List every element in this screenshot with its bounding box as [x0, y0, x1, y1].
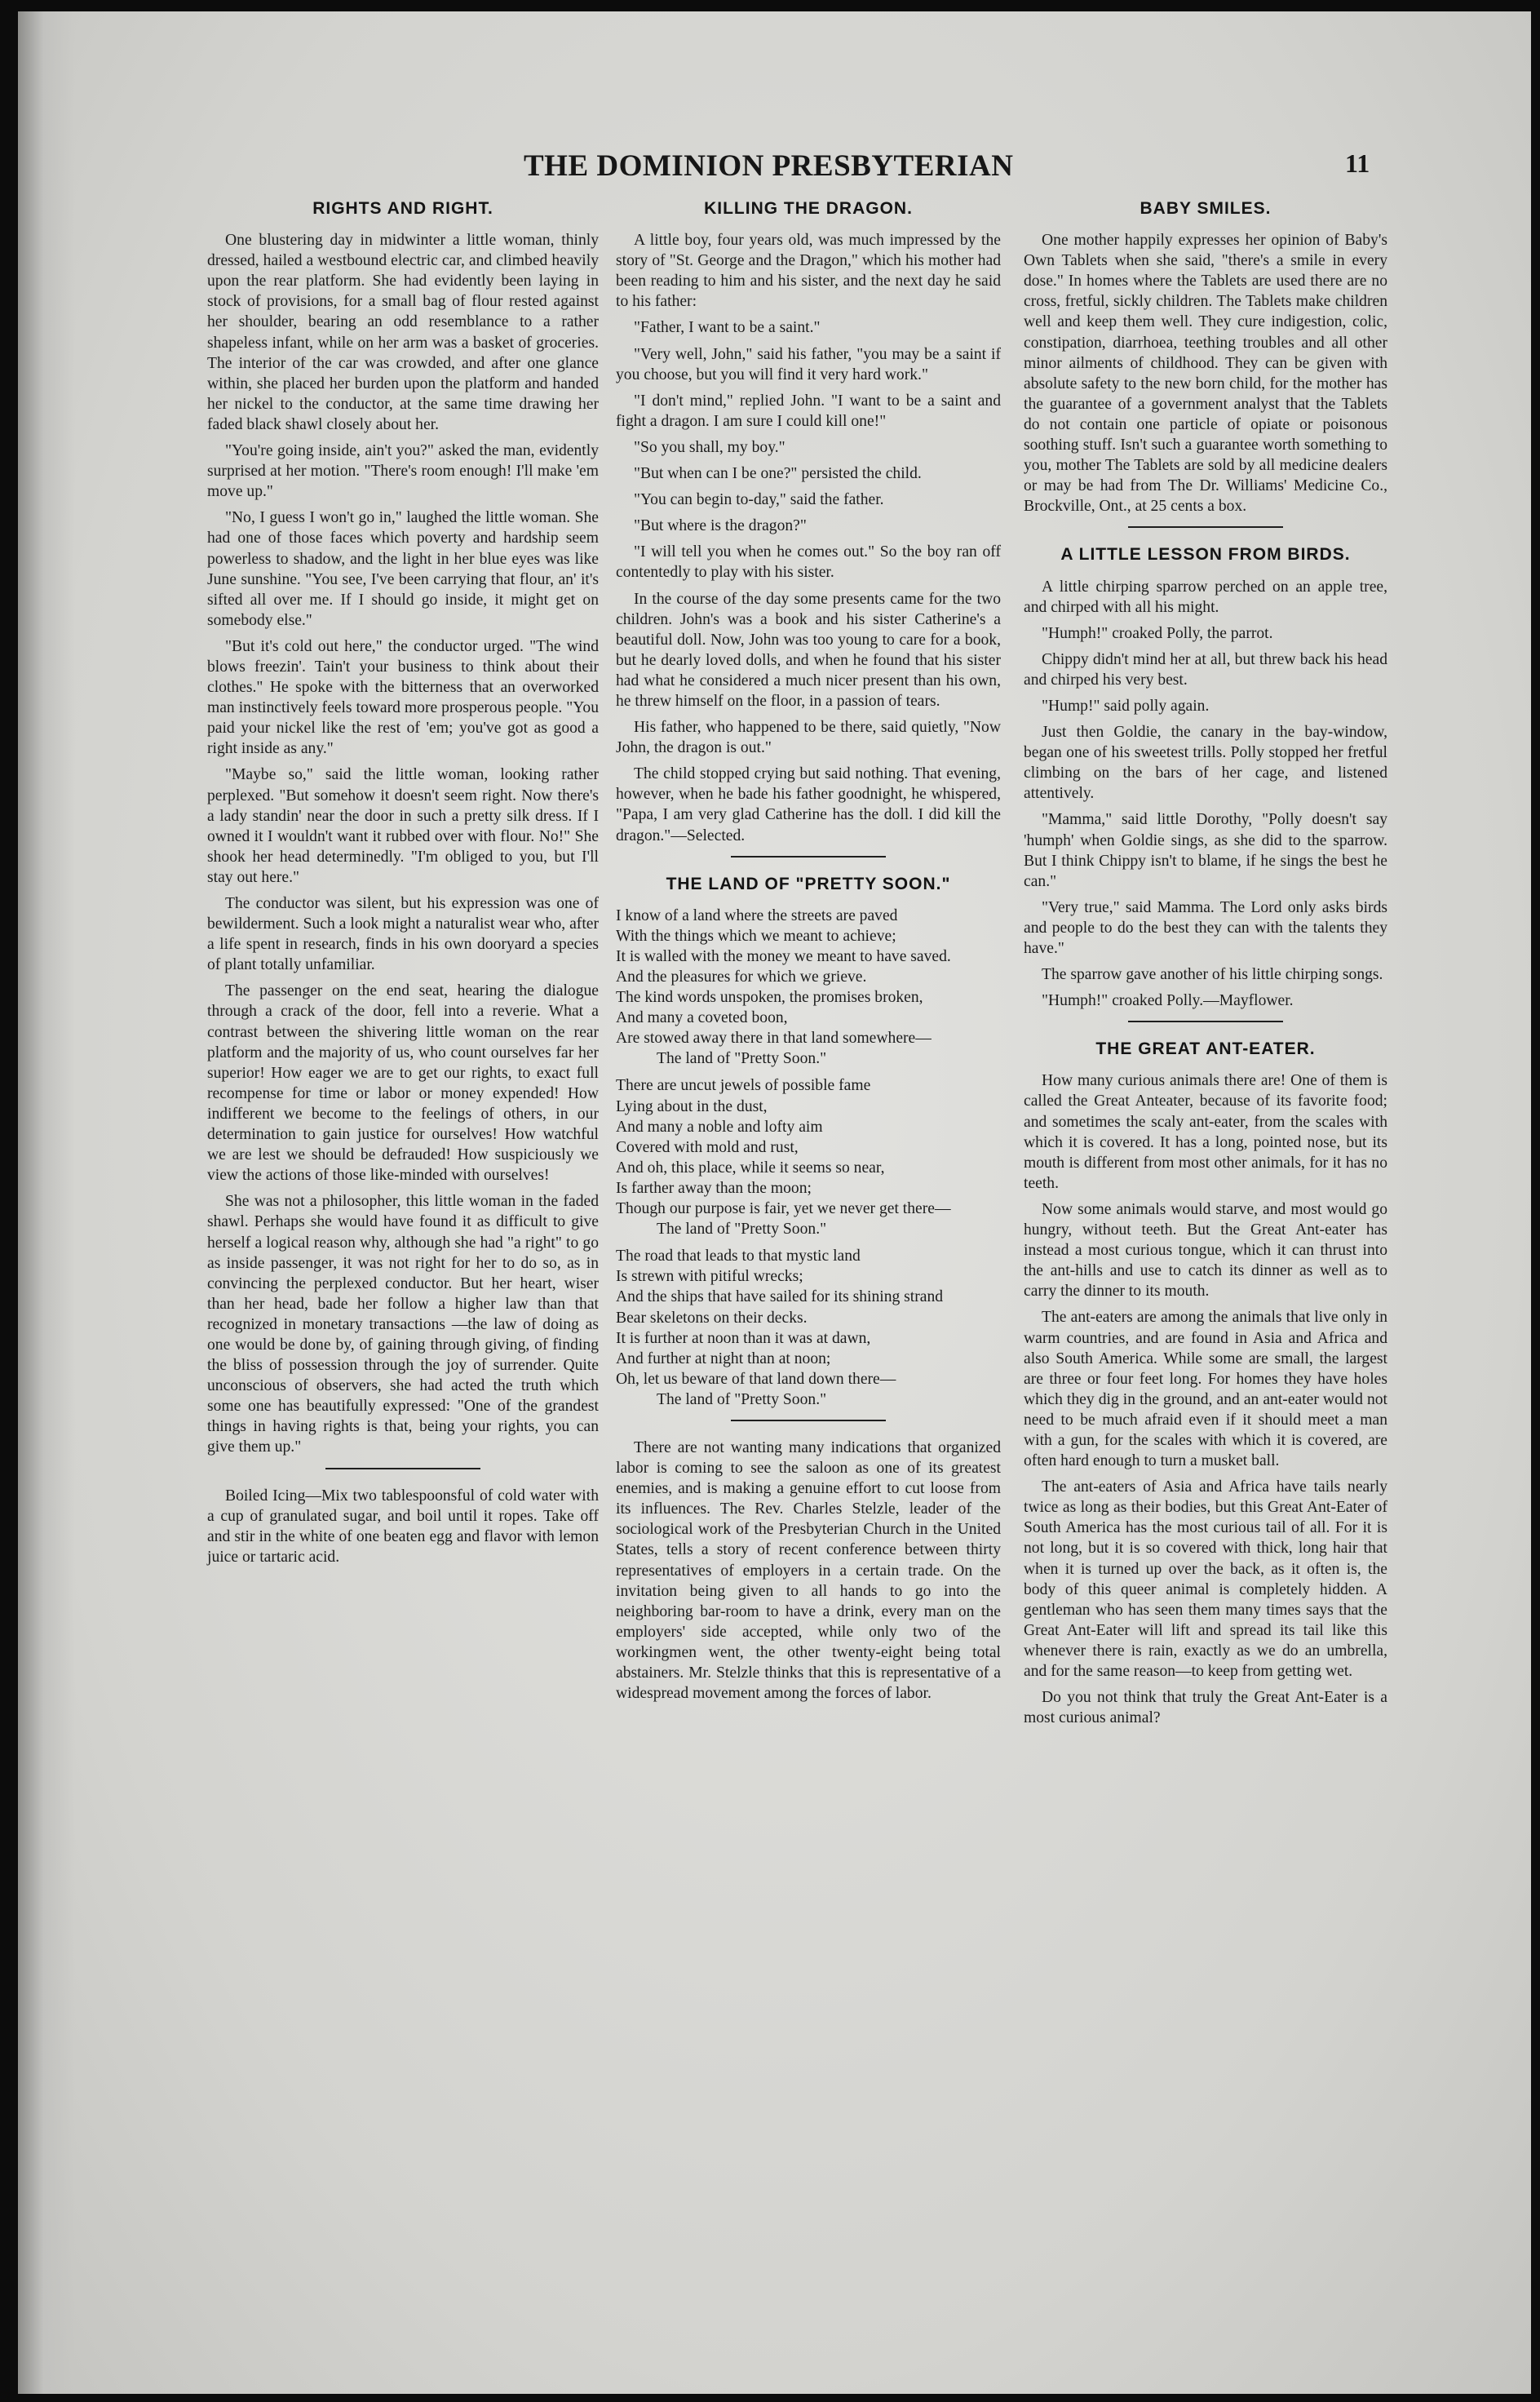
poem-line: Is strewn with pitiful wrecks; — [616, 1268, 803, 1286]
article-paragraph: "Very well, John," said his father, "you may be a saint if you choose, but you will find it very hard work." — [616, 345, 1001, 383]
poem-refrain: The land of "Pretty Soon." — [657, 1221, 827, 1239]
poem-line: And many a coveted boon, — [616, 1009, 788, 1027]
article-paragraph: The passenger on the end seat, hearing the dialogue through a crack of the door, fell into a reverie. What a contrast between the shivering little woman on the rear platform and the majority of us, who count ourselves far her superior! How eager we are to get our rights, to exact full recompense for time or labor or money expended! How indifferent we become to the feelings of others, in our determination to gain justice for ourselves! How watchful we are lest we should be defrauded! How suspiciously we view the actions of those like-minded with ourselves! — [207, 982, 599, 1185]
section-divider — [325, 1468, 480, 1469]
heading-killing-the-dragon: KILLING THE DRAGON. — [704, 199, 913, 218]
heading-lesson-from-birds: A LITTLE LESSON FROM BIRDS. — [1060, 545, 1351, 565]
section-divider — [731, 856, 886, 858]
heading-rights-and-right: RIGHTS AND RIGHT. — [312, 199, 493, 218]
heading-baby-smiles: BABY SMILES. — [1140, 199, 1272, 218]
poem-line: Is farther away than the moon; — [616, 1179, 812, 1197]
page-number: 11 — [1345, 148, 1370, 178]
article-paragraph: How many curious animals there are! One of them is called the Great Anteater, because of its favorite food; and sometimes the scaly ant-eater, from the scales with which it is covered. It has a long, pointed nose, but its mouth is different from most other animals, for it has no teeth. — [1024, 1072, 1387, 1192]
poem-line: And the ships that have sailed for its shining strand — [616, 1288, 944, 1306]
newspaper-page — [18, 11, 1531, 2394]
poem-line: Are stowed away there in that land somewhere— — [616, 1030, 932, 1048]
column-left — [207, 195, 599, 1573]
column-middle — [616, 195, 1001, 1709]
baby-smiles-article: One mother happily expresses her opinion of Baby's Own Tablets when she said, "there's a smile in every dose." In homes where the Tablets are used there are no cross, fretful, sickly children. The Tablets make children well and keep them well. They cure indigestion, colic, constipation, diarrhoea, teething troubles and all other minor ailments of childhood. They can be given with absolute safety to the new born child, for the mother has the guarantee of a government analyst that the Tablets do not contain one particle of opiate or poisonous soothing stuff. Isn't such a guarantee worth something to you, mother The Tablets are sold by all medicine dealers or may be had from The Dr. Williams' Medicine Co., Brockville, Ont., at 25 cents a box. — [1024, 232, 1387, 516]
article-paragraph: "No, I guess I won't go in," laughed the little woman. She had one of those faces which poverty and hardship seem powerless to shadow, and the light in her blue eyes was like June sunshine. "You see, I've been carrying that flour, an' it's sifted all over me. If I should go inside, it might get on somebody else." — [207, 509, 599, 629]
article-paragraph: "I will tell you when he comes out." So the boy ran off contentedly to play with his sister. — [616, 543, 1001, 582]
article-paragraph: "But where is the dragon?" — [634, 517, 807, 535]
article-paragraph: The child stopped crying but said nothing. That evening, however, when he bade his father goodnight, he whispered, "Papa, I am very glad Catherine has the doll. I did kill the dragon."—Selected. — [616, 765, 1001, 844]
article-paragraph: The sparrow gave another of his little chirping songs. — [1042, 966, 1383, 984]
article-paragraph: Do you not think that truly the Great Ant-Eater is a most curious animal? — [1024, 1689, 1387, 1727]
column-right — [1024, 195, 1387, 1734]
article-paragraph: "Hump!" said polly again. — [1042, 697, 1210, 715]
poem-line: And further at night than at noon; — [616, 1349, 831, 1367]
heading-land-of-pretty-soon: THE LAND OF "PRETTY SOON." — [666, 874, 951, 893]
poem-line: It is walled with the money we meant to have saved. — [616, 947, 951, 965]
poem-line: With the things which we meant to achieve; — [616, 927, 896, 945]
masthead-title: THE DOMINION PRESBYTERIAN — [524, 149, 1014, 183]
poem-line: It is further at noon than it was at dawn, — [616, 1329, 871, 1347]
article-paragraph: The ant-eaters of Asia and Africa have tails nearly twice as long as their bodies, but this Great Ant-Eater of South America has the most curious tail of all. For it is not long, but it is so covered with thick, long hair that when it is turned up over the back, as it often is, the body of this queer animal is completely hidden. A gentleman who has seen them many times says that the Great Ant-Eater will lift and spread its tail like this whenever there is rain, exactly as we do an umbrella, and for the same reason—to keep from getting wet. — [1024, 1478, 1387, 1680]
poem-line: Lying about in the dust, — [616, 1097, 768, 1115]
poem-line: Covered with mold and rust, — [616, 1138, 799, 1156]
article-paragraph: "I don't mind," replied John. "I want to be a saint and fight a dragon. I am sure I could kill one!" — [616, 392, 1001, 430]
labor-saloon-article: There are not wanting many indications that organized labor is coming to see the saloon as one of its greatest enemies, and is making a genuine effort to cut loose from its influences. The Rev. Charles Stelzle, leader of the sociological work of the Presbyterian Church in the United States, tells a story of recent conference between thirty representatives of employers in a certain trade. On the invitation being given to all hands to go into the neighboring bar-room to have a drink, every man on the employers' side accepted, while only two of the workingmen went, the other twenty-eight being total abstainers. Mr. Stelzle thinks that this is representative of a widespread movement among the forces of labor. — [616, 1438, 1001, 1703]
poem-line: The kind words unspoken, the promises broken, — [616, 989, 923, 1007]
article-paragraph: The conductor was silent, but his expression was one of bewilderment. Such a look might a naturalist wear who, after a life spent in research, finds in his own dooryard a species of plant totally unfamiliar. — [207, 895, 599, 974]
article-paragraph: "But when can I be one?" persisted the child. — [634, 465, 922, 483]
article-paragraph: "Very true," said Mamma. The Lord only asks birds and people to do the best they can with the talents they have." — [1024, 898, 1387, 957]
poem-line: And oh, this place, while it seems so near, — [616, 1159, 885, 1177]
article-paragraph: "Father, I want to be a saint." — [634, 319, 821, 337]
article-paragraph: The ant-eaters are among the animals that live only in warm countries, and are found in Asia and Africa and also South America. While some are small, the largest are three or four feet long. For homes they have holes which they dig in the ground, and an ant-eater would not need to be much afraid even if it should meet a man with a gun, for the scales with which it is covered, are often hard enough to turn a musket ball. — [1024, 1309, 1387, 1470]
article-paragraph: A little boy, four years old, was much impressed by the story of "St. George and the Dragon," which his mother had been reading to him and his sister, and the next day he said to his father: — [616, 232, 1001, 311]
article-paragraph: "But it's cold out here," the conductor urged. "The wind blows freezin'. Tain't your business to think about their clothes." He spoke with the bitterness that an overworked man instinctively feels toward more prosperous people. "You paid your nickel like the rest of 'em; you've got as good a right inside as any." — [207, 637, 599, 758]
poem-line: Oh, let us beware of that land down there— — [616, 1370, 896, 1388]
page-edge-shadow — [18, 11, 75, 2394]
poem-line: The road that leads to that mystic land — [616, 1248, 861, 1265]
article-paragraph: "Mamma," said little Dorothy, "Polly doesn't say 'humph' when Goldie sings, as she did to the sparrow. But I think Chippy isn't to blame, if he sings the best he can." — [1024, 811, 1387, 890]
section-divider — [731, 1420, 886, 1421]
section-divider — [1128, 1021, 1283, 1022]
poem-line: Bear skeletons on their decks. — [616, 1309, 808, 1327]
poem-line: There are uncut jewels of possible fame — [616, 1077, 871, 1095]
article-paragraph: "You're going inside, ain't you?" asked the man, evidently surprised at her motion. "There's room enough! I'll make 'em move up." — [207, 442, 599, 501]
article-paragraph: A little chirping sparrow perched on an apple tree, and chirped with all his might. — [1024, 578, 1387, 616]
article-paragraph: She was not a philosopher, this little woman in the faded shawl. Perhaps she would have found it as difficult to give herself a logical reason why, although she had "a right" to go as inside passenger, it was not right for her to do so, as in convincing the perplexed conductor. But her heart, wiser than her head, bade her follow a higher law than that recognized in monetary transactions —the law of doing as one would be done by, of gaining through giving, of finding the bliss of possession through the joy of surrender. Quite unconscious of observers, she had acted the truth which some one has beautifully expressed: "One of the grandest things in having rights is that, being your rights, you can give them up." — [207, 1193, 599, 1456]
article-paragraph: "So you shall, my boy." — [634, 438, 785, 456]
heading-great-ant-eater: THE GREAT ANT-EATER. — [1095, 1039, 1316, 1059]
article-paragraph: "You can begin to-day," said the father. — [634, 491, 884, 509]
boiled-icing-recipe: Boiled Icing—Mix two tablespoonsful of cold water with a cup of granulated sugar, and boil until it ropes. Take off and stir in the white of one beaten egg and flavor with lemon juice or tartaric acid. — [207, 1487, 599, 1566]
poem-line: And many a noble and lofty aim — [616, 1118, 823, 1136]
poem-line: Though our purpose is fair, yet we never get there— — [616, 1200, 951, 1218]
poem-pretty-soon — [616, 906, 1001, 1410]
poem-line: And the pleasures for which we grieve. — [616, 968, 867, 986]
article-paragraph: "Maybe so," said the little woman, looking rather perplexed. "But somehow it doesn't seem right. Now there's a lady standin' near the door in such a pretty silk dress. If I owned it I wouldn't want it rubbed over with flour. No!" She shook her head determinedly. "I'm obliged to you, but I'll stay out here." — [207, 766, 599, 886]
poem-refrain: The land of "Pretty Soon." — [657, 1390, 827, 1408]
article-paragraph: "Humph!" croaked Polly, the parrot. — [1042, 624, 1273, 642]
article-paragraph: Chippy didn't mind her at all, but threw back his head and chirped his very best. — [1024, 650, 1387, 689]
section-divider — [1128, 526, 1283, 528]
article-paragraph: Just then Goldie, the canary in the bay-window, began one of his sweetest trills. Polly stopped her fretful climbing on the bars of her cage, and listened attentively. — [1024, 724, 1387, 803]
poem-line: I know of a land where the streets are paved — [616, 906, 898, 924]
article-paragraph: "Humph!" croaked Polly.—Mayflower. — [1042, 992, 1294, 1010]
poem-refrain: The land of "Pretty Soon." — [657, 1050, 827, 1068]
article-paragraph: Now some animals would starve, and most would go hungry, without teeth. But the Great Ant-eater has instead a most curious tongue, which it can thrust into the ant-hills and use to catch its dinner as well as to carry the dinner to its mouth. — [1024, 1200, 1387, 1301]
article-paragraph: In the course of the day some presents came for the two children. John's was a book and his sister Catherine's a beautiful doll. Now, John was too young to care for a book, but he dearly loved dolls, and when he found that his sister had what he considered a much nicer present than his own, he threw himself on the floor, in a passion of tears. — [616, 590, 1001, 710]
article-paragraph: His father, who happened to be there, said quietly, "Now John, the dragon is out." — [616, 719, 1001, 757]
article-paragraph: One blustering day in midwinter a little woman, thinly dressed, hailed a westbound electric car, and climbed heavily upon the rear platform. She had evidently been laying in stock of provisions, for a small bag of flour rested against her shoulder, bearing an odd resemblance to a rather shapeless infant, while on her arm was a basket of groceries. The interior of the car was crowded, and after one glance within, she placed her burden upon the platform and handed her nickel to the conductor, at the same time drawing her faded black shawl closely about her. — [207, 232, 599, 433]
